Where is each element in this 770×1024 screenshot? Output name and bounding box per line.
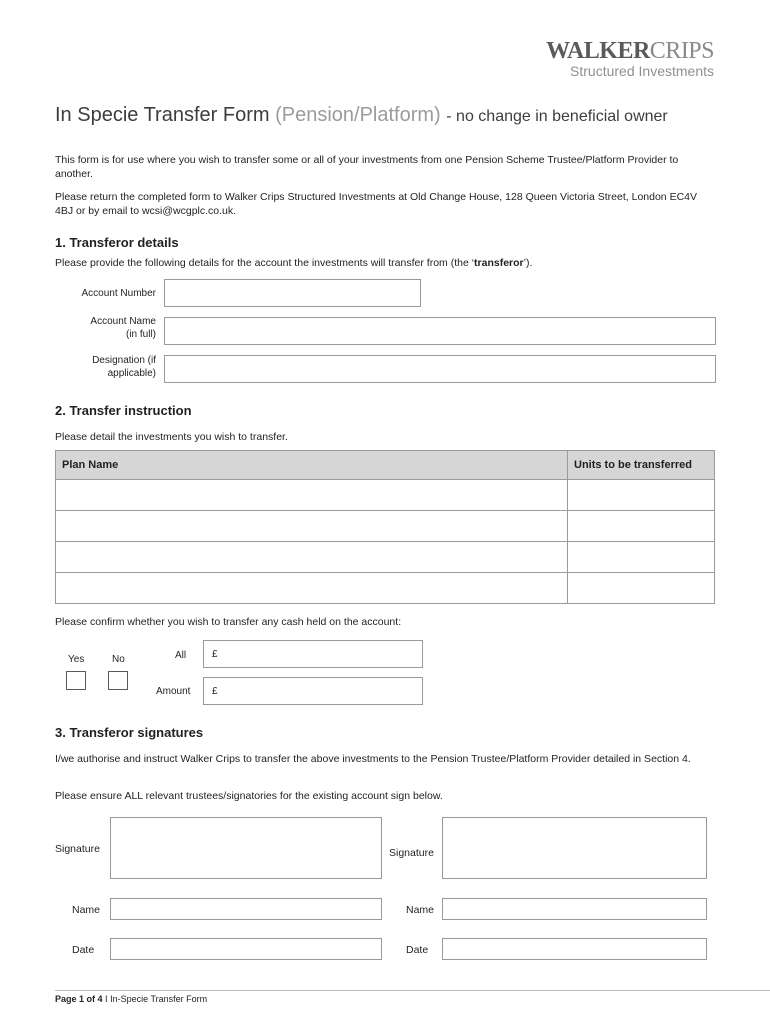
plan-name-cell[interactable] — [56, 480, 568, 511]
designation-field[interactable] — [164, 355, 716, 383]
yes-checkbox[interactable] — [66, 671, 86, 690]
units-cell[interactable] — [568, 511, 715, 542]
footer-separator: I — [105, 994, 108, 1004]
account-name-label: Account Name (in full) — [90, 316, 156, 340]
section-3-heading: 3. Transferor signatures — [55, 725, 204, 740]
intro-paragraph-1: This form is for use where you wish to transfer some or all of your investments from one Pension Scheme Trustee/Platform Provider to another. — [55, 154, 679, 180]
title-main: In Specie Transfer Form — [55, 104, 270, 126]
page-title — [55, 104, 668, 127]
column-units: Units to be transferred — [568, 451, 715, 480]
title-tail: - no change in beneficial owner — [446, 108, 668, 125]
signature-box-1[interactable] — [110, 817, 382, 879]
page-number: Page 1 of 4 — [55, 994, 103, 1004]
plan-name-cell[interactable] — [56, 573, 568, 604]
name-label-2: Name — [406, 904, 435, 916]
footer-divider — [55, 990, 770, 991]
all-label: All — [175, 650, 187, 661]
account-name-field[interactable] — [164, 317, 716, 345]
table-row — [56, 542, 715, 573]
section-2-instruction: Please detail the investments you wish to transfer. — [55, 431, 288, 443]
signature-label-2: Signature — [389, 847, 434, 859]
no-label: No — [112, 654, 125, 665]
section-1-heading: 1. Transferor details — [55, 235, 179, 250]
page-footer — [55, 994, 207, 1004]
signature-label-1: Signature — [55, 843, 100, 855]
units-cell[interactable] — [568, 542, 715, 573]
table-row — [56, 511, 715, 542]
section-3-authorisation: I/we authorise and instruct Walker Crips to transfer the above investments to the Pension Trustee/Platform Provider detailed in Section 4. — [55, 753, 691, 765]
transfer-table — [55, 450, 715, 604]
column-plan-name: Plan Name — [56, 451, 568, 480]
all-cash-field[interactable] — [203, 640, 423, 668]
name-field-2[interactable] — [442, 898, 707, 920]
title-paren: (Pension/Platform) — [275, 104, 441, 126]
section-3-ensure-note: Please ensure ALL relevant trustees/signatories for the existing account sign below. — [55, 790, 443, 802]
logo-wordmark: WALKERCRIPS — [546, 38, 714, 64]
designation-label: Designation (if applicable) — [92, 355, 156, 379]
date-label-2: Date — [406, 944, 429, 956]
brand-logo — [546, 38, 714, 79]
amount-label: Amount — [156, 686, 191, 697]
footer-doc-name: In-Specie Transfer Form — [110, 994, 208, 1004]
units-cell[interactable] — [568, 573, 715, 604]
cash-question: Please confirm whether you wish to transfer any cash held on the account: — [55, 616, 402, 628]
name-label-1: Name — [72, 904, 101, 916]
no-checkbox[interactable] — [108, 671, 128, 690]
date-field-2[interactable] — [442, 938, 707, 960]
signature-box-2[interactable] — [442, 817, 707, 879]
table-header-row — [56, 451, 715, 480]
table-row — [56, 480, 715, 511]
amount-cash-field[interactable] — [203, 677, 423, 705]
account-number-field[interactable] — [164, 279, 421, 307]
date-label-1: Date — [72, 944, 95, 956]
intro-paragraph-2: Please return the completed form to Walker Crips Structured Investments at Old Change House, 128 Queen Victoria Street, London EC4V 4BJ or by email to wcsi@wcgplc.co.uk. — [55, 191, 697, 217]
logo-subtitle: Structured Investments — [570, 63, 714, 79]
currency-symbol: £ — [212, 649, 218, 660]
account-number-label: Account Number — [81, 288, 156, 299]
yes-label: Yes — [68, 654, 85, 665]
section-2-heading: 2. Transfer instruction — [55, 403, 192, 418]
date-field-1[interactable] — [110, 938, 382, 960]
table-row — [56, 573, 715, 604]
name-field-1[interactable] — [110, 898, 382, 920]
section-1-instruction: Please provide the following details for the account the investments will transfer from (the ‘transferor’). — [55, 257, 533, 269]
currency-symbol: £ — [212, 686, 218, 697]
plan-name-cell[interactable] — [56, 511, 568, 542]
plan-name-cell[interactable] — [56, 542, 568, 573]
units-cell[interactable] — [568, 480, 715, 511]
